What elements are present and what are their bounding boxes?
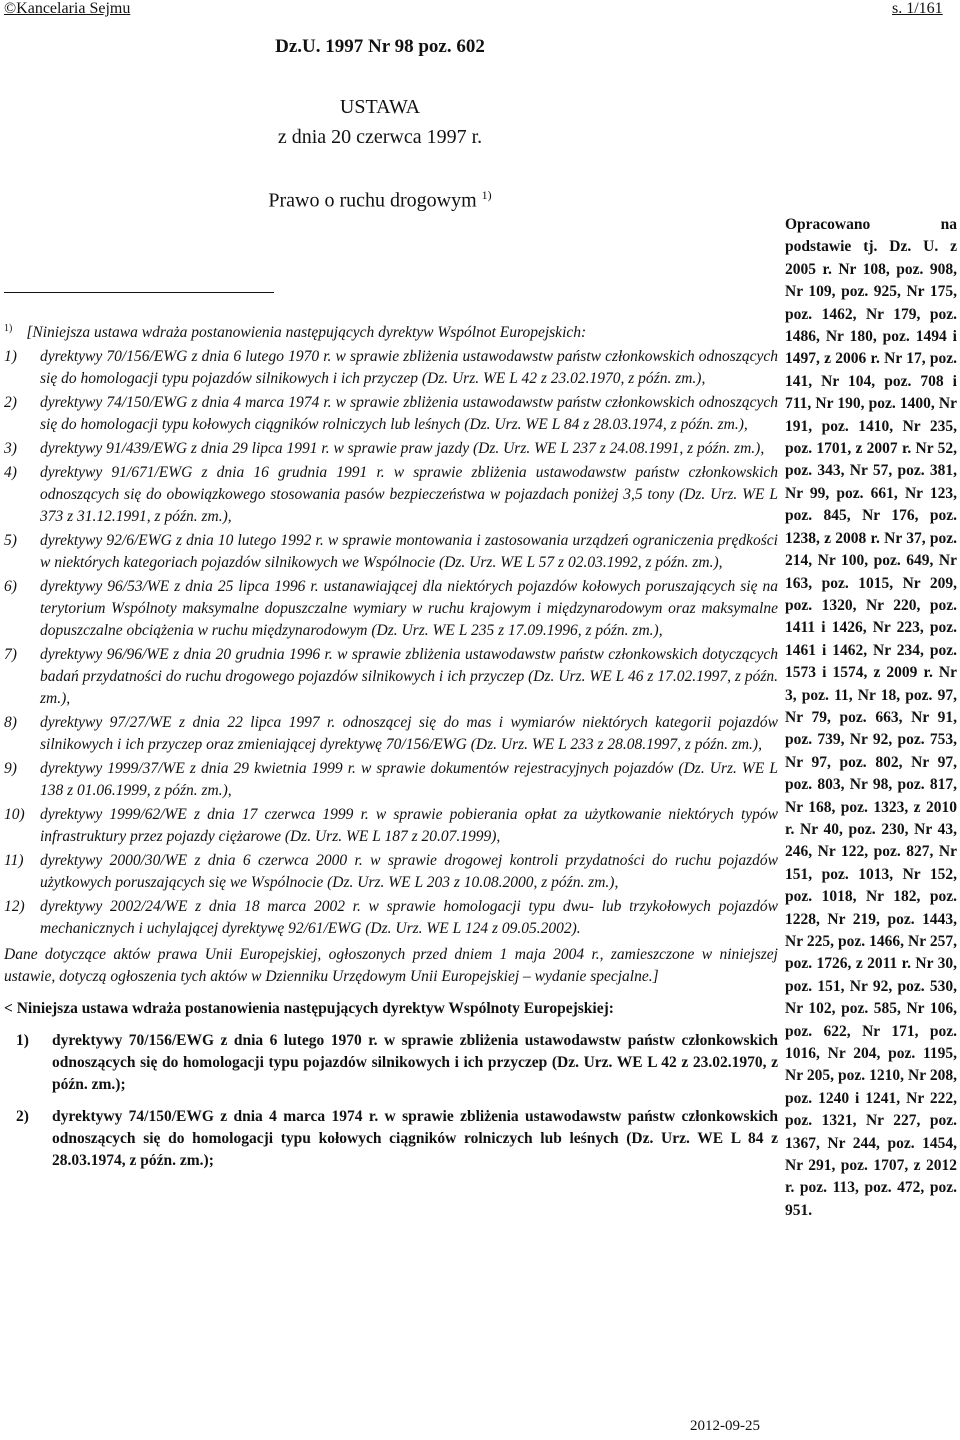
act-type: USTAWA [339,96,421,118]
side-note-consolidation-basis: Opracowano na podstawie tj. Dz. U. z 2005 r. Nr 108, poz. 908, Nr 109, poz. 925, Nr 175, poz. 1462, Nr 179, poz. 1486, Nr 180, poz. 1494 i 1497, z 2006 r. Nr 17, poz. 141, Nr 104, poz. 708 i 711, Nr 190, poz. 1400, Nr 191, poz. 1410, Nr 235, poz. 1701, z 2007 r. Nr 52, poz. 343, Nr 57, poz. 381, Nr 99, poz. 661, Nr 123, poz. 845, Nr 176, poz. 1238, z 2008 r. Nr 37, poz. 214, Nr 100, poz. 649, Nr 163, poz. 1015, Nr 209, poz. 1320, Nr 220, poz. 1411 i 1426, Nr 223, poz. 1461 i 1462, Nr 234, poz. 1573 i 1574, z 2009 r. Nr 3, poz. 11, Nr 18, poz. 97, Nr 79, poz. 663, Nr 91, poz. 739, Nr 92, poz. 753, Nr 97, poz. 802, Nr 97, poz. 803, Nr 98, poz. 817, Nr 168, poz. 1323, z 2010 r. Nr 40, poz. 230, Nr 43, 246, Nr 122, poz. 827, Nr 151, poz. 1013, Nr 152, poz. 1018, Nr 182, poz. 1228, Nr 219, poz. 1443, Nr 225, poz. 1466, Nr 257, poz. 1726, z 2011 r. Nr 30, poz. 151, Nr 92, poz. 530, Nr 102, poz. 585, Nr 106, poz. 622, Nr 171, poz. 1016, Nr 204, poz. 1195, Nr 205, poz. 1210, Nr 208, poz. 1240 i 1241, Nr 222, poz. 1321, Nr 227, poz. 1367, Nr 244, poz. 1454, Nr 291, poz. 1707, z 2012 r. poz. 113, poz. 472, poz. 951. [785,216,957,1219]
act-title [200,188,560,213]
list-item [4,896,778,940]
list-item [4,462,778,528]
list-item-text: dyrektywy 91/439/EWG z dnia 29 lipca 1991 r. w sprawie praw jazdy (Dz. Urz. WE L 237 z 24.08.1991, z późn. zm.), [40,440,765,458]
footnote-marker: 1) [4,323,13,334]
footnote-intro [4,318,778,344]
list-item [4,346,778,390]
list-item-text: dyrektywy 96/96/WE z dnia 20 grudnia 1996 r. w sprawie zbliżenia ustawodawstw państw członkowskich dotyczących badań przydatności do ruchu drogowego pojazdów silnikowych i ich przyczep (Dz. Urz. WE L 46 z 17.02.1997, z późn. zm.), [40,646,778,708]
list-item-number: 1) [16,1032,29,1050]
list-item [4,530,778,574]
list-item-number: 2) [16,1108,29,1126]
act-title-footnote-marker: 1) [481,188,492,202]
list-item-number: 1) [4,348,17,366]
bold-section-intro: < Niniejsza ustawa wdraża postanowienia następujących dyrektyw Wspólnoty Europejskiej: [4,1000,614,1018]
list-item [4,1030,778,1096]
document-body [4,318,778,1172]
list-item-text: dyrektywy 74/150/EWG z dnia 4 marca 1974 r. w sprawie zbliżenia ustawodawstw państw członkowskich odnoszących się do homologacji typu kołowych ciągników rolniczych lub leśnych (Dz. Urz. WE L 84 z 28.03.1974, z późn. zm.), [40,394,778,434]
list-item-text: dyrektywy 1999/37/WE z dnia 29 kwietnia 1999 r. w sprawie dokumentów rejestracyjnych pojazdów (Dz. Urz. WE L 138 z 01.06.1999, z późn. zm.), [40,760,778,800]
copyright-brand[interactable] [4,0,130,18]
copyright-brand-link[interactable]: ©Kancelaria Sejmu [4,0,131,17]
list-item-number: 11) [4,852,24,870]
list-item [4,712,778,756]
list-item [4,438,778,460]
act-title-text: Prawo o ruchu drogowym [268,189,477,212]
footnote-directive-list [4,346,778,940]
list-item-text: dyrektywy 70/156/EWG z dnia 6 lutego 1970 r. w sprawie zbliżenia ustawodawstw państw członkowskich odnoszących się do homologacji typu pojazdów silnikowych i ich przyczep (Dz. Urz. WE L 42 z 23.02.1970, z późn. zm.), [40,348,778,388]
list-item-text: dyrektywy 1999/62/WE z dnia 17 czerwca 1999 r. w sprawie pobierania opłat za użytkowanie niektórych typów infrastruktury przez pojazdy ciężarowe (Dz. Urz. WE L 187 z 20.07.1999), [40,806,778,846]
act-date: z dnia 20 czerwca 1997 r. [277,126,483,148]
list-item-number: 3) [4,440,17,458]
list-item-text: dyrektywy 92/6/EWG z dnia 10 lutego 1992 r. w sprawie montowania i zastosowania urządzeń ograniczenia prędkości w niektórych kategoriach pojazdów silnikowych we Wspólnocie (Dz. Urz. WE L 57 z 02.03.1992, z późn. zm.), [40,532,778,572]
list-item-number: 9) [4,760,17,778]
list-item-text: dyrektywy 2000/30/WE z dnia 6 czerwca 2000 r. w sprawie drogowej kontroli przydatności do ruchu pojazdów użytkowych poruszających się we Wspólnocie (Dz. Urz. WE L 203 z 10.08.2000, z późn. zm.), [40,852,778,892]
footnote-closing: Dane dotyczące aktów prawa Unii Europejskiej, ogłoszonych przed dniem 1 maja 2004 r., zamieszczone w niniejszej ustawie, dotyczą ogłoszenia tych aktów w Dzienniku Urzędowym Unii Europejskiej – wydanie specjalne.] [4,946,778,986]
list-item [4,850,778,894]
list-item-text: dyrektywy 74/150/EWG z dnia 4 marca 1974 r. w sprawie zbliżenia ustawodawstw państw członkowskich odnoszących się do homologacji typu kołowych ciągników rolniczych lub leśnych (Dz. Urz. WE L 84 z 28.03.1974, z późn. zm.); [52,1108,778,1170]
list-item [4,1106,778,1172]
act-reference: Dz.U. 1997 Nr 98 poz. 602 [275,36,485,57]
list-item [4,758,778,802]
bold-directive-list [4,1030,778,1172]
page-counter: s. 1/161 [892,0,943,17]
list-item-text: dyrektywy 2002/24/WE z dnia 18 marca 2002 r. w sprawie homologacji typu dwu- lub trzykołowych pojazdów mechanicznych i uchylającej dyrektywę 92/61/EWG (Dz. Urz. WE L 124 z 09.05.2002). [40,898,778,938]
footnote-divider [4,292,274,293]
list-item-number: 5) [4,532,17,550]
list-item [4,804,778,848]
list-item-text: dyrektywy 97/27/WE z dnia 22 lipca 1997 r. odnoszącej się do mas i wymiarów niektórych kategorii pojazdów silnikowych i ich przyczep oraz zmieniającej dyrektywę 70/156/EWG (Dz. Urz. WE L 233 z 28.08.1997, z późn. zm.), [40,714,778,754]
list-item-number: 10) [4,806,25,824]
list-item-text: dyrektywy 70/156/EWG z dnia 6 lutego 1970 r. w sprawie zbliżenia ustawodawstw państw członkowskich odnoszących się do homologacji typu pojazdów silnikowych i ich przyczep (Dz. Urz. WE L 42 z 23.02.1970, z późn. zm.); [52,1032,778,1094]
list-item-text: dyrektywy 96/53/WE z dnia 25 lipca 1996 r. ustanawiającej dla niektórych pojazdów kołowych poruszających się na terytorium Wspólnoty maksymalne dopuszczalne wymiary w ruchu krajowym i międzynarodowym oraz maksymalne dopuszczalne obciążenia w ruchu międzynarodowym (Dz. Urz. WE L 235 z 17.09.1996, z późn. zm.), [40,578,778,640]
list-item-number: 4) [4,464,17,482]
list-item-number: 6) [4,578,17,596]
list-item-number: 8) [4,714,17,732]
list-item-text: dyrektywy 91/671/EWG z dnia 16 grudnia 1991 r. w sprawie zbliżenia ustawodawstw państw członkowskich odnoszących się do obowiązkowego stosowania pasów bezpieczeństwa w pojazdach poniżej 3,5 tony (Dz. Urz. WE L 373 z 31.12.1991, z późn. zm.), [40,464,778,526]
list-item [4,576,778,642]
list-item-number: 12) [4,898,25,916]
footnote-intro-text: [Niniejsza ustawa wdraża postanowienia następujących dyrektyw Wspólnot Europejskich: [26,324,587,342]
list-item-number: 7) [4,646,17,664]
list-item-number: 2) [4,394,17,412]
list-item [4,644,778,710]
list-item [4,392,778,436]
footer-date: 2012-09-25 [690,1418,760,1434]
